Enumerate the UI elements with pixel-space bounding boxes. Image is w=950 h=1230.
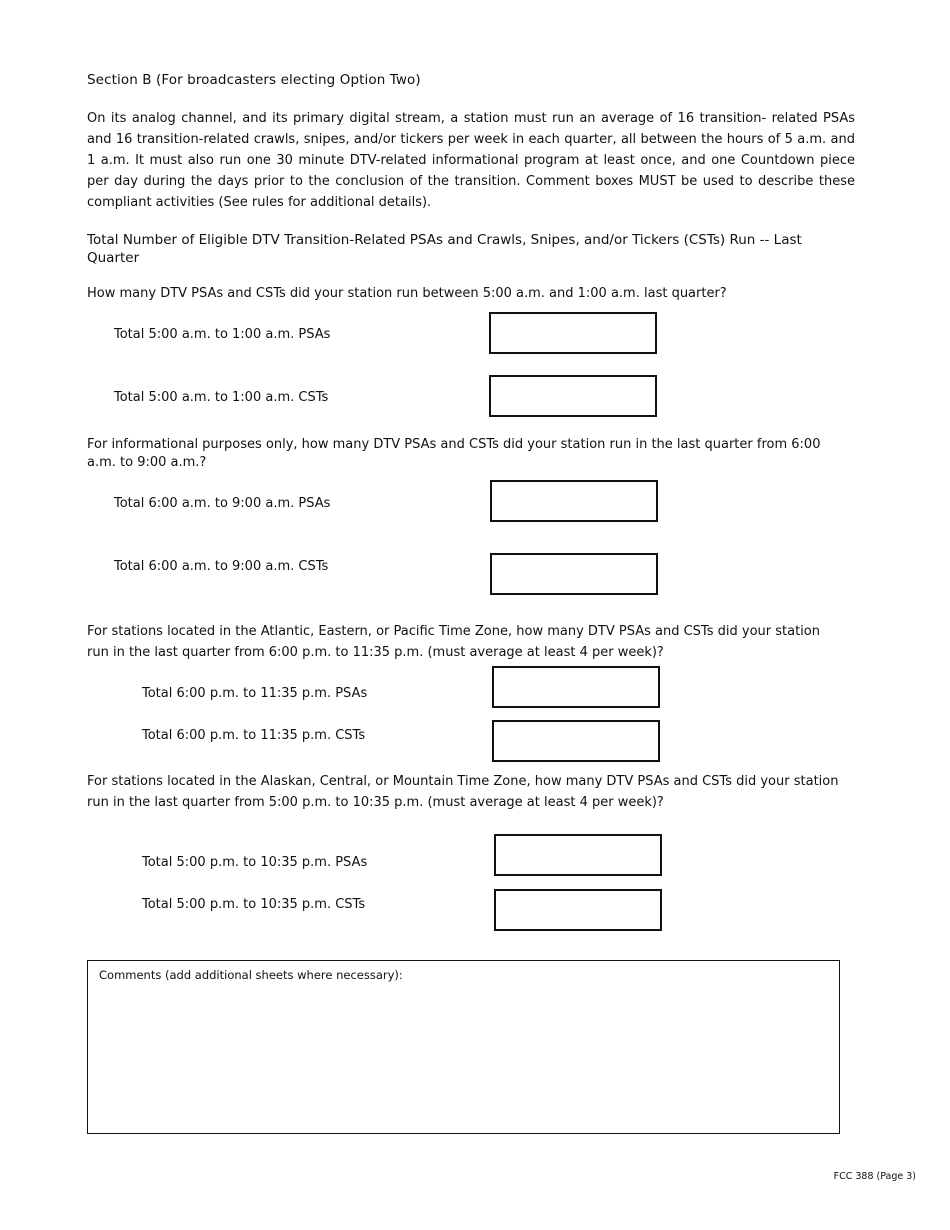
input-6pm-1135pm-csts[interactable] — [492, 720, 660, 762]
comments-textarea[interactable] — [92, 989, 835, 1129]
label-6am-9am-csts: Total 6:00 a.m. to 9:00 a.m. CSTs — [114, 559, 329, 574]
question-5pm-1035pm: For stations located in the Alaskan, Central, or Mountain Time Zone, how many DTV PSAs and CSTs did your station run in the last quarter from 5:00 p.m. to 10:35 p.m. (must average at least 4 per week)? — [87, 774, 839, 810]
input-5am-1am-psas[interactable] — [489, 312, 657, 354]
input-5am-1am-csts[interactable] — [489, 375, 657, 417]
section-title: Section B (For broadcasters electing Option Two) — [87, 72, 421, 88]
label-6pm-1135pm-csts: Total 6:00 p.m. to 11:35 p.m. CSTs — [142, 728, 366, 743]
label-5pm-1035pm-csts: Total 5:00 p.m. to 10:35 p.m. CSTs — [142, 897, 366, 912]
section-instructions: On its analog channel, and its primary digital stream, a station must run an average of 16 transition- related PSAs and 16 transition-related crawls, snipes, and/or tickers per week in each quarter, all between the hours of 5 a.m. and 1 a.m. It must also run one 30 minute DTV-related informational program at least once, and one Countdown piece per day during the days prior to the conclusion of the transition. Comment boxes MUST be used to describe these compliant activities (See rules for additional details). — [87, 111, 855, 210]
question-6am-9am: For informational purposes only, how many DTV PSAs and CSTs did your station run in the last quarter from 6:00 a.m. to 9:00 a.m.? — [87, 437, 821, 470]
label-5am-1am-csts: Total 5:00 a.m. to 1:00 a.m. CSTs — [114, 390, 329, 405]
totals-heading: Total Number of Eligible DTV Transition-Related PSAs and Crawls, Snipes, and/or Tickers (CSTs) Run -- Last Quarter — [87, 232, 802, 266]
label-5am-1am-psas: Total 5:00 a.m. to 1:00 a.m. PSAs — [114, 327, 331, 342]
input-5pm-1035pm-psas[interactable] — [494, 834, 662, 876]
form-page-id: FCC 388 (Page 3) — [833, 1171, 916, 1182]
comments-box — [87, 960, 840, 1134]
label-5pm-1035pm-psas: Total 5:00 p.m. to 10:35 p.m. PSAs — [142, 855, 368, 870]
label-6pm-1135pm-psas: Total 6:00 p.m. to 11:35 p.m. PSAs — [142, 686, 368, 701]
comments-label: Comments (add additional sheets where necessary): — [99, 968, 403, 982]
label-6am-9am-psas: Total 6:00 a.m. to 9:00 a.m. PSAs — [114, 496, 331, 511]
question-6pm-1135pm: For stations located in the Atlantic, Eastern, or Pacific Time Zone, how many DTV PSAs and CSTs did your station run in the last quarter from 6:00 p.m. to 11:35 p.m. (must average at least 4 per week)? — [87, 624, 820, 660]
question-5am-1am: How many DTV PSAs and CSTs did your station run between 5:00 a.m. and 1:00 a.m. last quarter? — [87, 286, 727, 301]
input-5pm-1035pm-csts[interactable] — [494, 889, 662, 931]
input-6pm-1135pm-psas[interactable] — [492, 666, 660, 708]
input-6am-9am-csts[interactable] — [490, 553, 658, 595]
input-6am-9am-psas[interactable] — [490, 480, 658, 522]
